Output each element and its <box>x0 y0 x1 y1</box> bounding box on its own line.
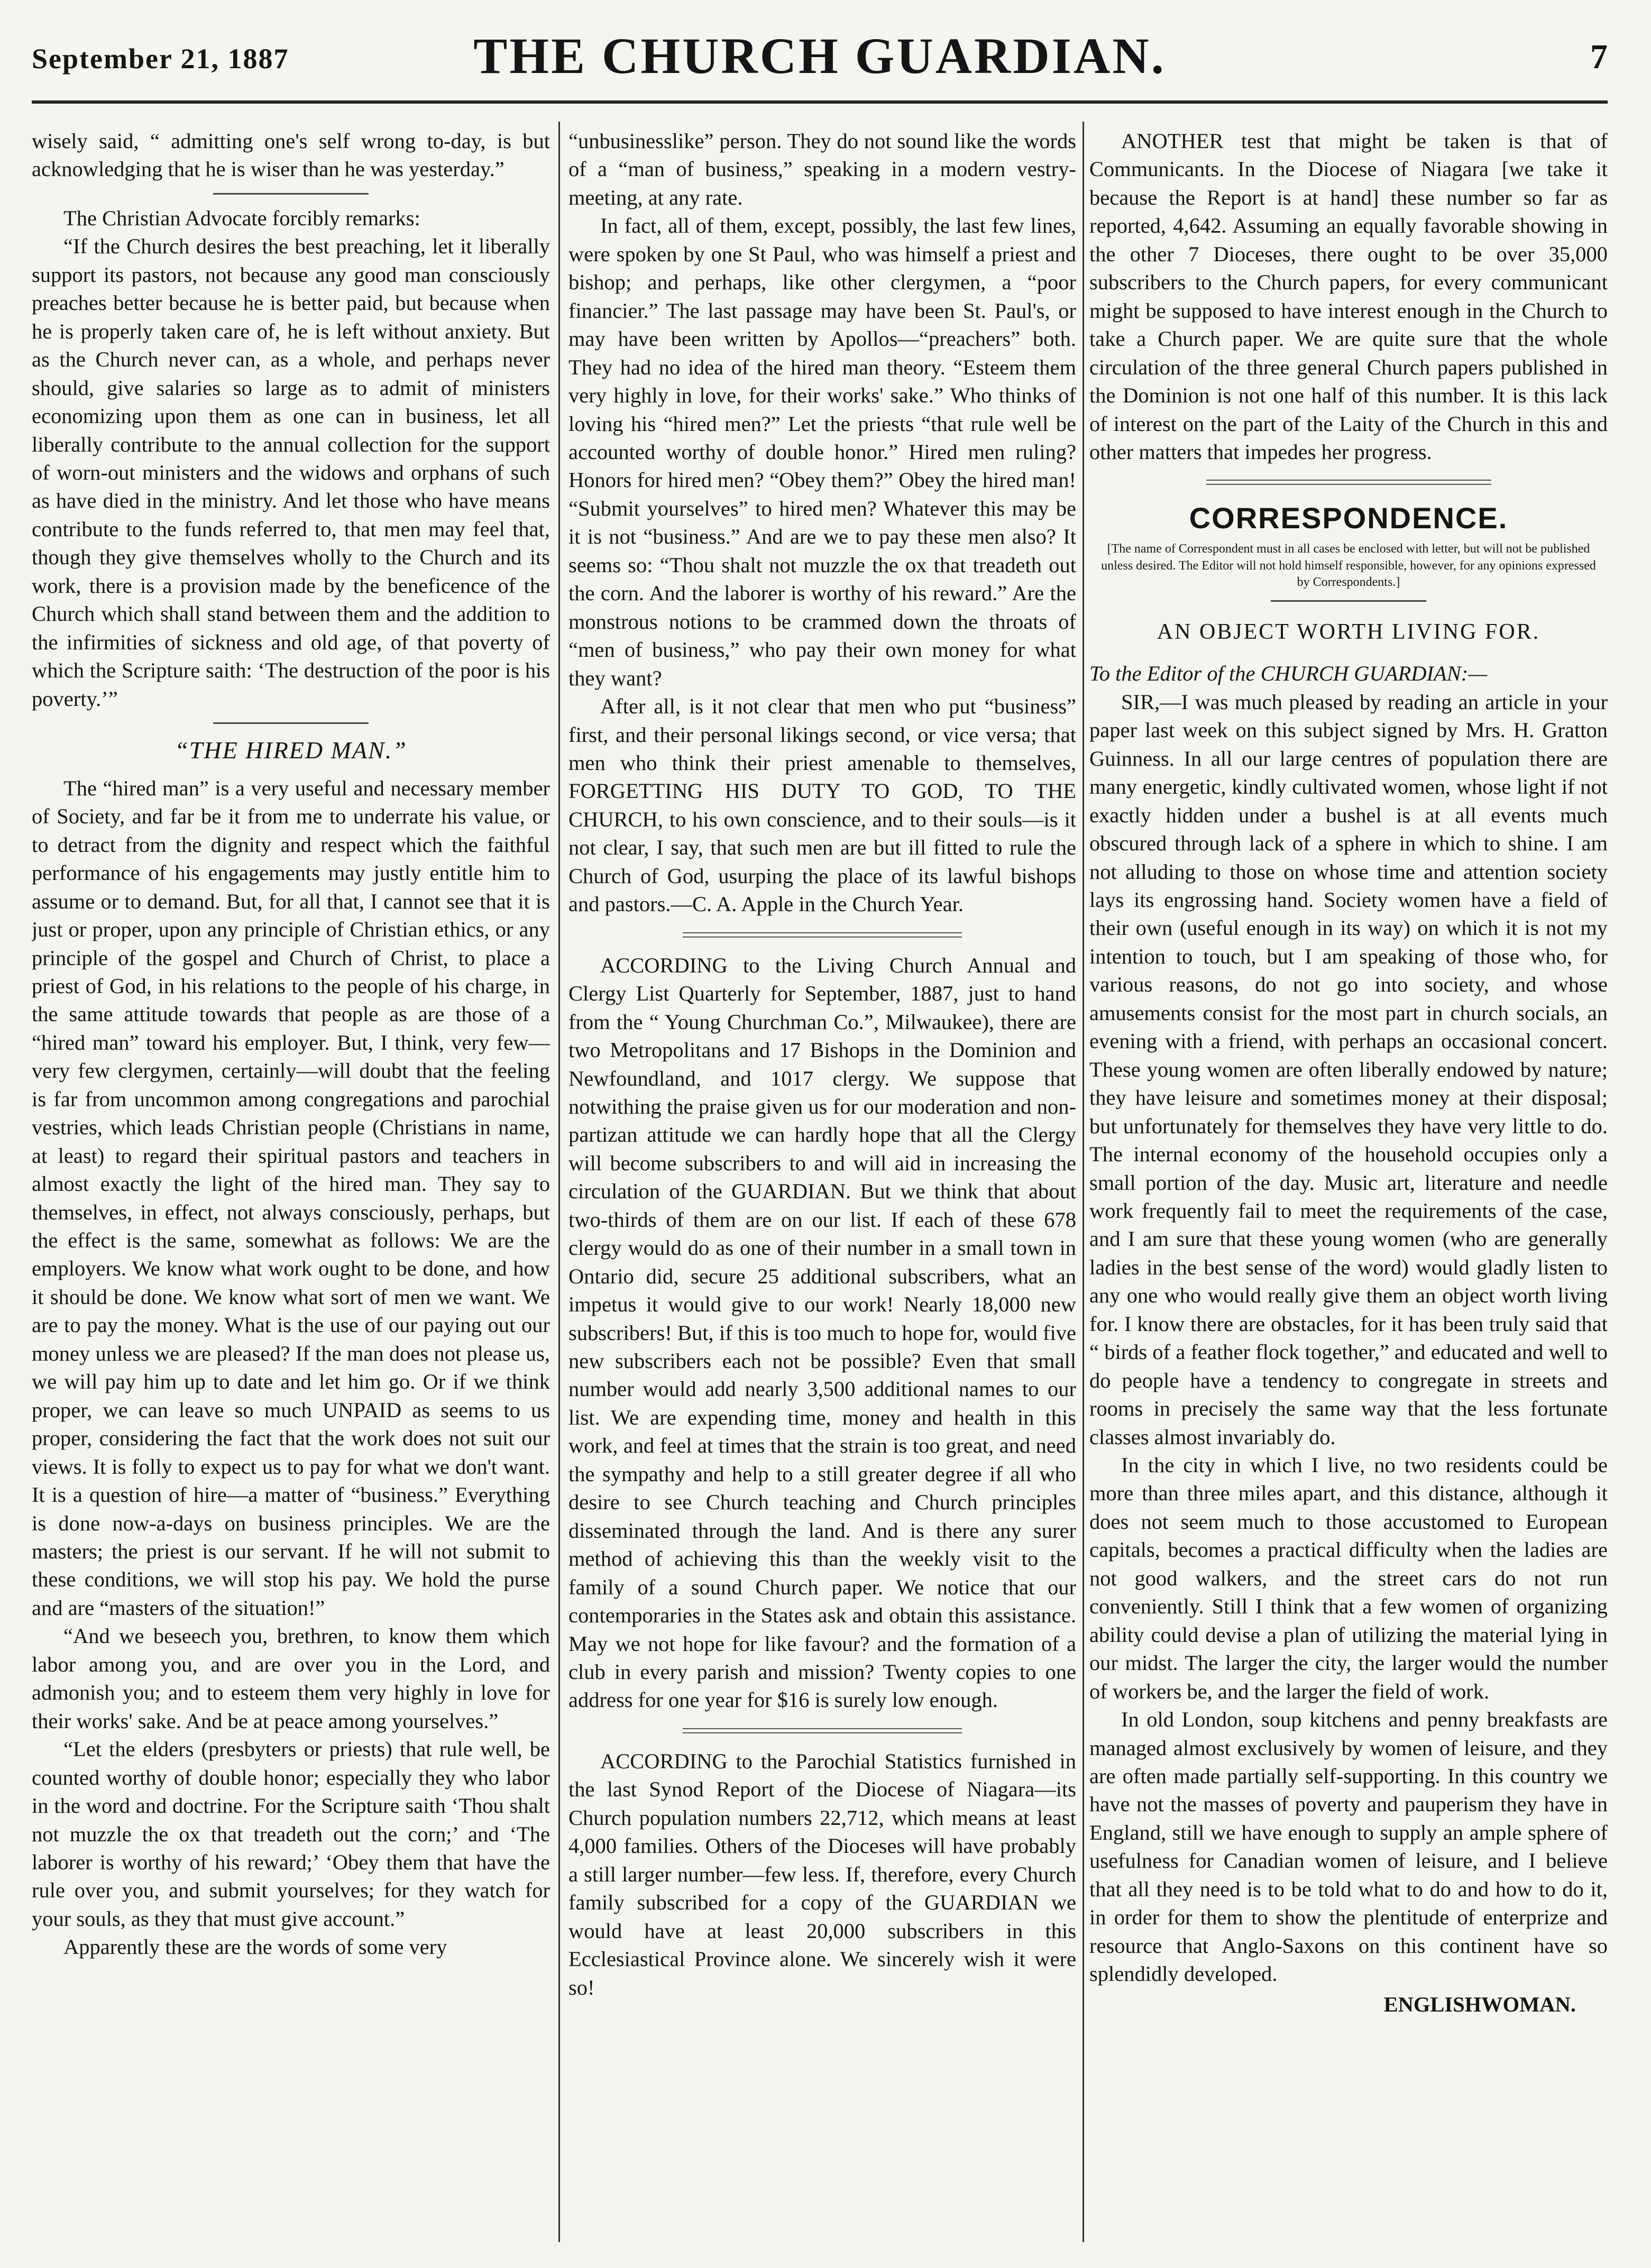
masthead <box>32 16 1608 116</box>
column-3 <box>1089 127 1608 2237</box>
paragraph: The “hired man” is a very useful and necessary member of Society, and far be it from me to underrate his value, or to detract from the dignity and respect which the faithful performance of his engagements may justly entitle him to assume or to demand. But, for all that, I cannot see that it is just or proper, upon any principle of Christian ethics, or any principle of the gospel and Church of Christ, to place a priest of God, in his relations to the people of his charge, in the same attitude towards that people as are those of a “hired man” toward his employer. But, I think, very few—very few clergymen, certainly—will doubt that the feeling is far from uncommon among congregations and parochial vestries, which leads Christian people (Christians in name, at least) to regard their spiritual pastors and teachers in almost exactly the light of the hired man. They say to themselves, in effect, not always consciously, perhaps, but the effect is the same, somewhat as follows: We are the employers. We know what work ought to be done, and how it should be done. We know what sort of men we want. We are to pay the money. What is the use of our paying out our money unless we are pleased? If the man does not please us, we will pay him up to date and let him go. Or if we think proper, we can leave so much UNPAID as seems to us proper, considering the fact that the work does not suit our views. It is folly to expect us to pay for what we don't want. It is a question of hire—a matter of “business.” Everything is done now-a-days on business principles. We are the masters; the priest is our servant. If he will not submit to these conditions, we will stop his pay. We hold the purse and are “masters of the situation!” <box>32 776 550 1620</box>
article-heading: “THE HIRED MAN.” <box>175 737 407 764</box>
paragraph: SIR,—I was much pleased by reading an article in your paper last week on this subject signed by Mrs. H. Gratton Guinness. In all our large centres of population there are many energetic, kindly cultivated women, whose light if not exactly hidden under a bushel is at all events much obscured through lack of a sphere in which to shine. I am not alluding to those on whose time and attention society lays its engrossing hand. Society women have a field of their own (useful enough in its way) on which it is not my intention to touch, but I am speaking of those who, for various reasons, do not go into society, and whose amusements consist for the most part in church socials, an evening with a friend, with perhaps an occasional concert. These young women are often liberally endowed by nature; they have leisure and sometimes money at their disposal; but unfortunately for themselves they have very little to do. The internal economy of the household occupies only a small portion of the day. Music art, literature and needle work frequently fail to meet the requirements of the case, and I am sure that these young women (who are generally ladies in the best sense of the word) would gladly listen to any one who would really give them an object worth living for. I know there are obstacles, for it has been truly said that “ birds of a feather flock together,” and educated and well to do people have a tendency to congregate in streets and rooms in precisely the same way that the less fortunate classes almost invariably do. <box>1089 690 1608 1449</box>
paragraph: “Let the elders (presbyters or priests) that rule well, be counted worthy of double honor; especially they who labor in the word and doctrine. For the Scripture saith ‘Thou shalt not muzzle the ox that treadeth out the corn;’ and ‘The laborer is worthy of his reward;’ ‘Obey them that have the rule over you, and submit yourselves; for they watch for your souls, as they that must give account.” <box>32 1737 550 1931</box>
signature: ENGLISHWOMAN. <box>1383 1992 1576 2016</box>
paragraph: ACCORDING to the Parochial Statistics furnished in the last Synod Report of the Diocese of Niagara—its Church population numbers 22,712, which means at least 4,000 families. Others of the Dioceses will have probably a still larger number—few less. If, therefore, every Church family subscribed for a copy of the GUARDIAN we would have at least 20,000 subscribers in this Ecclesiastical Province alone. We sincerely wish it were so! <box>568 1749 1076 1999</box>
issue-date: September 21, 1887 <box>32 43 289 75</box>
paragraph: The Christian Advocate forcibly remarks: <box>63 206 420 230</box>
section-rule <box>213 193 369 195</box>
paragraph: In old London, soup kitchens and penny breakfasts are managed almost exclusively by women of leisure, and they are often made partially self-supporting. In this country we have not the masses of poverty and pauperism they have in England, still we have enough to supply an ample sphere of usefulness for Canadian women of leisure, and I believe that all they need is to be told what to do and how to do it, in order for them to show the plentitude of enterprize and resource that Anglo-Saxons on this continent have so splendidly developed. <box>1089 1707 1608 1986</box>
section-rule <box>683 932 962 938</box>
paragraph: “And we beseech you, brethren, to know them which labor among you, and are over you in the Lord, and admonish you; and to esteem them very highly in love for their works' sake. And be at peace among yourselves.” <box>32 1624 550 1733</box>
paragraph: ACCORDING to the Living Church Annual and Clergy List Quarterly for September, 1887, just to hand from the “ Young Churchman Co.”, Milwaukee), there are two Metropolitans and 17 Bishops in the Dominion and Newfoundland, and 1017 clergy. We suppose that notwithing the praise given us for our moderation and non-partizan attitude we can hardly hope that all the Clergy will become subscribers to and will aid in increasing the circulation of the GUARDIAN. But we think that about two-thirds of them are on our list. If each of these 678 clergy would do as one of their number in a small town in Ontario did, secure 25 additional subscribers, what an impetus it would give to our work! Nearly 18,000 new subscribers! But, if this is too much to hope for, would five new subscribers each not be possible? Even that small number would add nearly 3,500 additional names to our list. We are expending time, money and health in this work, and feel at times that the strain is too great, and need the sympathy and help to a still greater degree if all who desire to see Church teaching and Church principles disseminated through the land. And is there any surer method of achieving this than the weekly visit to the family of a sound Church paper. We notice that our contemporaries in the States ask and obtain this assistance. May we not hope for like favour? and the formation of a club in every parish and mission? Twenty copies to one address for one year for $16 is surely low enough. <box>568 953 1076 1712</box>
column-2 <box>568 127 1076 2237</box>
newspaper-title: THE CHURCH GUARDIAN. <box>473 27 1166 84</box>
header-rule <box>32 100 1608 104</box>
paragraph: In the city in which I live, no two residents could be more than three miles apart, and this distance, although it does not seem much to those accustomed to European capitals, becomes a practical difficulty when the ladies are not good walkers, and the street cars do not run conveniently. Still I think that a few women of organizing ability could devise a plan of utilizing the material lying in our midst. The larger the city, the larger would the number of workers be, and the larger the field of work. <box>1089 1453 1608 1703</box>
paragraph: “If the Church desires the best preaching, let it liberally support its pastors, not because any good man consciously preaches better because he is better paid, but because when he is properly taken care of, he is left without anxiety. But as the Church never can, as a whole, and perhaps never should, give salaries so large as to admit of ministers economizing upon them as one can in business, let all liberally contribute to the annual collection for the support of worn-out ministers and the widows and orphans of such as have died in the ministry. And let those who have means contribute to the funds referred to, that men may feel that, though they give themselves wholly to the Church and its work, there is a provision made by the beneficence of the Church which shall stand between them and the addition to the infirmities of sickness and old age, of that poverty of which the Scripture saith: ‘The destruction of the poor is his poverty.’” <box>32 234 550 711</box>
paragraph: Apparently these are the words of some very <box>63 1935 447 1959</box>
section-rule <box>1271 600 1426 602</box>
section-rule <box>213 722 369 724</box>
paragraph: In fact, all of them, except, possibly, the last few lines, were spoken by one St Paul, who was himself a priest and bishop; and perhaps, like other clergymen, a “poor financier.” The last passage may have been St. Paul's, or may have been written by Apollos—“preachers” both. They had no idea of the hired man theory. “Esteem them very highly in love, for their works' sake.” Who thinks of loving his “hired men?” Let the priests “that rule well be accounted worthy of double honor.” Hired men ruling? Honors for hired men? “Obey them?” Obey the hired man! “Submit yourselves” to hired men? Whatever this may be it is not “business.” And are we to pay these men also? It seems so: “Thou shalt not muzzle the ox that treadeth out the corn. And the laborer is worthy of his reward.” Are the monstrous notions to be crammed down the throats of “men of business,” who pay their own money for what they want? <box>568 214 1076 690</box>
paragraph: wisely said, “ admitting one's self wrong to-day, is but acknowledging that he is wiser than he was yesterday.” <box>32 129 550 181</box>
section-heading: CORRESPONDENCE. <box>1189 501 1508 535</box>
page-number: 7 <box>1590 38 1608 76</box>
paragraph: “unbusinesslike” person. They do not sound like the words of a “man of business,” speaking in a modern vestry-meeting, at any rate. <box>568 129 1076 209</box>
letter-heading: AN OBJECT WORTH LIVING FOR. <box>1157 619 1540 644</box>
section-rule <box>1206 480 1491 485</box>
paragraph: After all, is it not clear that men who put “business” first, and their personal likings second, or vice versa; that men who think their priest amenable to themselves, FORGETTING HIS DUTY TO GOD, TO THE CHURCH, to his own conscience, and to their souls—is it not clear, I say, that such men are but ill fitted to rule the Church of God, usurping the place of its lawful bishops and pastors.—C. A. Apple in the Church Year. <box>568 694 1076 916</box>
column-divider <box>558 122 560 2242</box>
column-1 <box>32 127 550 2237</box>
salutation: To the Editor of the CHURCH GUARDIAN:— <box>1089 662 1488 686</box>
paragraph: ANOTHER test that might be taken is that of Communicants. In the Diocese of Niagara [we take it because the Report is at hand] these number so far as reported, 4,642. Assuming an equally favorable showing in the other 7 Dioceses, there ought to be over 35,000 subscribers to the Church papers, for every communicant might be supposed to have interest enough in the Church to take a Church paper. We are quite sure that the whole circulation of the three general Church papers published in the Dominion is not one half of this number. It is this lack of interest on the part of the Laity of the Church in this and other matters that impedes her progress. <box>1089 129 1608 464</box>
editorial-note: [The name of Correspondent must in all cases be enclosed with letter, but will not be published unless desired. The Editor will not hold himself responsible, however, for any opinions expressed by Correspondents.] <box>1101 542 1596 589</box>
column-divider <box>1083 122 1084 2242</box>
section-rule <box>683 1728 962 1733</box>
